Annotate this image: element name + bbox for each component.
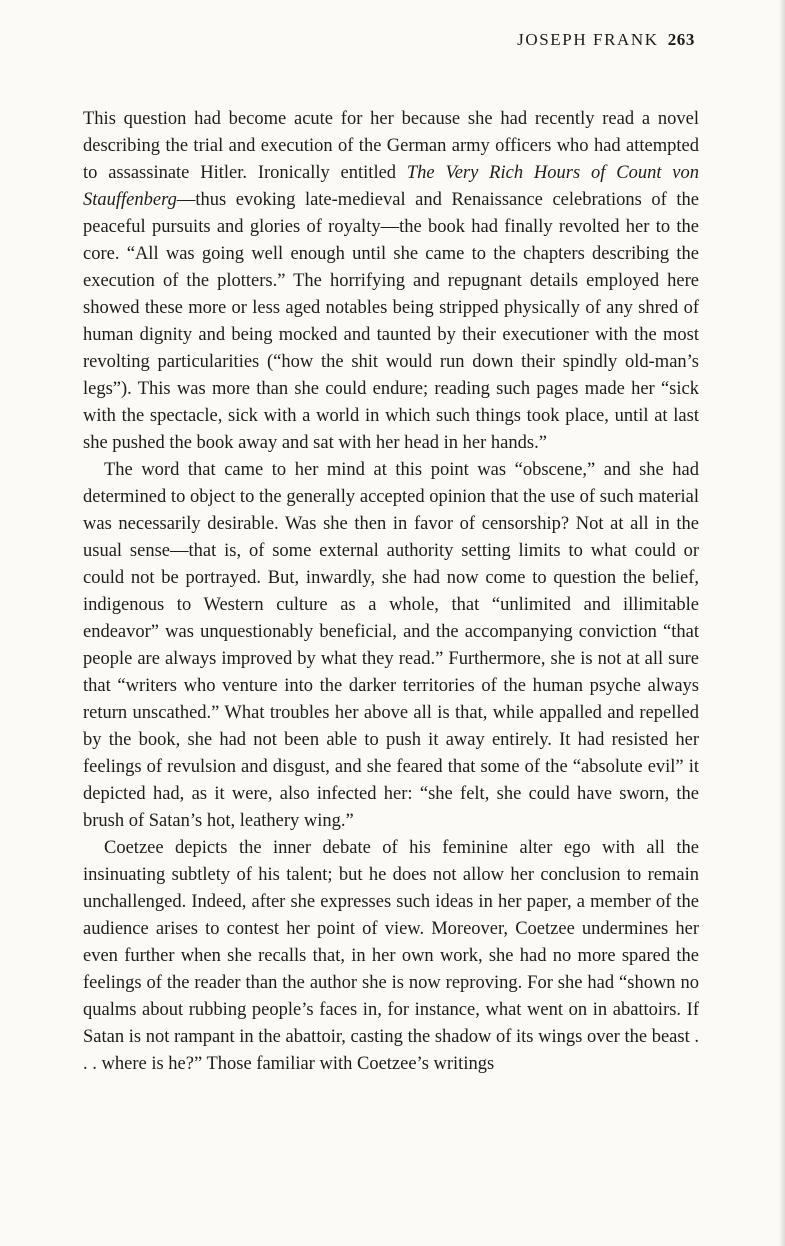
page-number: 263 xyxy=(667,30,695,49)
page-edge-shadow xyxy=(779,0,785,1246)
paragraph-1-text-before: This question had become acute for her because she had recently read a novel describing the trial and execution of the German army officers who had attempted to assassinate Hitler. Ironically entitled xyxy=(83,109,699,183)
paragraph-1 xyxy=(83,106,699,457)
paragraph-3: Coetzee depicts the inner debate of his feminine alter ego with all the insinuating subtlety of his talent; but he does not allow her conclusion to remain unchallenged. Indeed, after she expresses such ideas in her paper, a member of the audience arises to contest her point of view. Moreover, Coetzee undermines her even further when she recalls that, in her own work, she had no more spared the feelings of the reader than the author she is now reproving. For she had “shown no qualms about rubbing people’s faces in, for instance, what went on in abattoirs. If Satan is not rampant in the abattoir, casting the shadow of its wings over the beast . . . where is he?” Those familiar with Coetzee’s writings xyxy=(83,838,699,1074)
paragraph-1-text-after: —thus evoking late-medieval and Renaissance celebrations of the peaceful pursuits and glories of royalty—the book had finally revolted her to the core. “All was going well enough until she came to the chapters describing the execution of the plotters.” The horrifying and repugnant details employed here showed these more or less aged notables being stripped physically of any shred of human dignity and being mocked and taunted by their executioner with the most revolting particularities (“how the shit would run down their spindly old-man’s legs”). This was more than she could endure; reading such pages made her “sick with the spectacle, sick with a world in which such things took place, until at last she pushed the book away and sat with her head in her hands.” xyxy=(83,190,699,453)
body-text xyxy=(83,106,699,1078)
book-title: The Very Rich Hours of Count von Stauffenberg xyxy=(83,163,699,210)
running-head-author: JOSEPH FRANK xyxy=(517,30,659,49)
paragraph-2: The word that came to her mind at this point was “obscene,” and she had determined to object to the generally accepted opinion that the use of such material was necessarily desirable. Was she then in favor of censorship? Not at all in the usual sense—that is, of some external authority setting limits to what could or could not be portrayed. But, inwardly, she had now come to question the belief, indigenous to Western culture as a whole, that “unlimited and illimitable endeavor” was unquestionably beneficial, and the accompanying conviction “that people are always improved by what they read.” Furthermore, she is not at all sure that “writers who venture into the darker territories of the human psyche always return unscathed.” What troubles her above all is that, while appalled and repelled by the book, she had not been able to push it away entirely. It had resisted her feelings of revulsion and disgust, and she feared that some of the “absolute evil” it depicted had, as it were, also infected her: “she felt, she could have sworn, the brush of Satan’s hot, leathery wing.” xyxy=(83,460,699,831)
running-head xyxy=(517,30,695,50)
